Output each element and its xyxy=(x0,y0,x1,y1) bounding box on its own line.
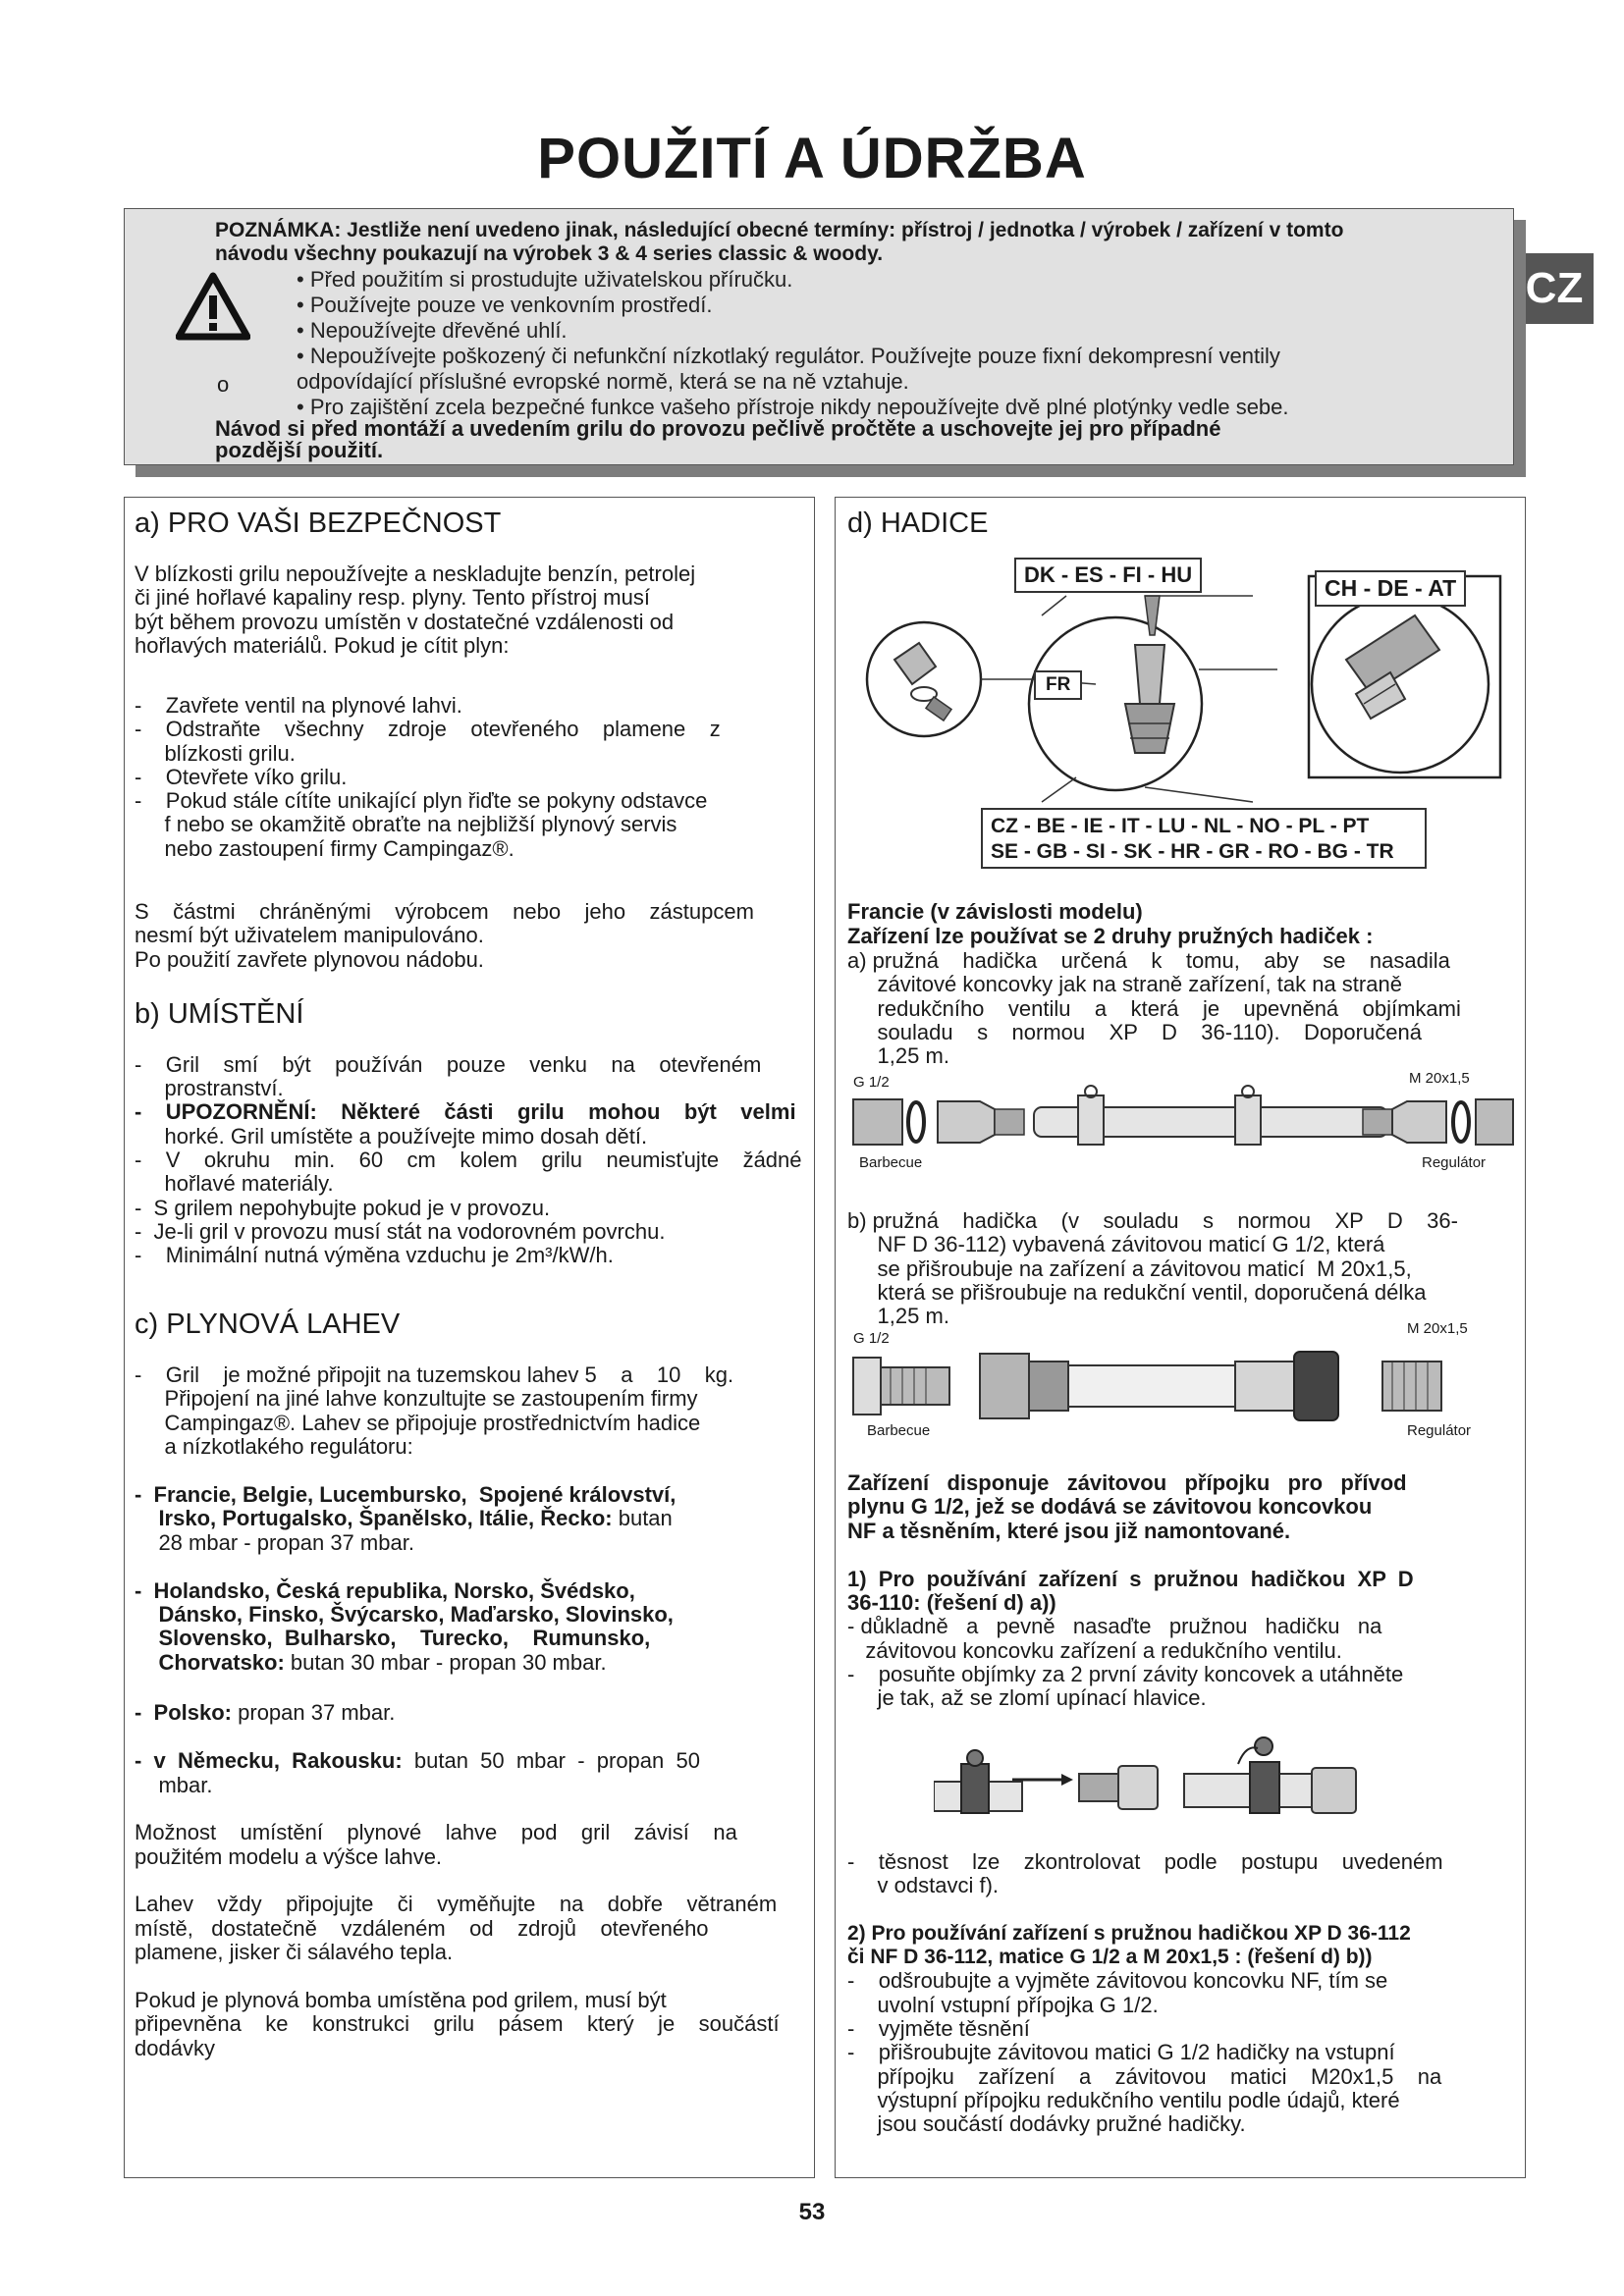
subsection-2-item: výstupní přípojku redukčního ventilu podle údajů, které xyxy=(847,2088,1400,2112)
hose-type-b: která se přišroubuje na redukční ventil, doporučená délka xyxy=(847,1280,1427,1305)
language-badge: CZ xyxy=(1515,253,1594,324)
country-list-bold: - Holandsko, Česká republika, Norsko, Švédsko, xyxy=(135,1578,635,1603)
subheading-1: 36-110: (řešení d) a)) xyxy=(847,1590,1056,1615)
subsection-1-item: je tak, až se zlomí upínací hlavice. xyxy=(847,1685,1207,1710)
hose-type-b: NF D 36-112) vybavená závitovou maticí G 1/2, která xyxy=(847,1232,1385,1256)
g12-label: G 1/2 xyxy=(853,1330,890,1347)
subsection-2-item: jsou součástí dodávky pružné hadičky. xyxy=(847,2111,1246,2136)
clamp-tightening-illustration xyxy=(934,1725,1366,1833)
hose-type-b-figure xyxy=(847,1320,1515,1444)
subsection-2-item: - odšroubujte a vyjměte závitovou koncovku NF, tím se xyxy=(847,1968,1388,1993)
country-list-bold: - v Německu, Rakousku: xyxy=(135,1748,403,1773)
note-bold-line: POZNÁMKA: Jestliže není uvedeno jinak, následující obecné termíny: přístroj / jednotka / výrobek / zařízení v tomto xyxy=(215,219,1344,241)
left-column-panel xyxy=(124,497,815,2178)
connection-info: NF a těsněním, které jsou již namontované. xyxy=(847,1519,1291,1543)
subsection-2-item: uvolní vstupní přípojka G 1/2. xyxy=(847,1993,1159,2017)
connection-info: plynu G 1/2, jež se dodává se závitovou koncovkou xyxy=(847,1494,1373,1519)
subsection-1-item: - posuňte objímky za 2 první závity koncovek a utáhněte xyxy=(847,1662,1404,1686)
section-a-list-item: - Zavřete ventil na plynové lahvi. xyxy=(135,693,462,718)
section-c-paragraph-3: Lahev vždy připojujte či vyměňujte na dobře větraném xyxy=(135,1892,778,1916)
section-a-list-item: nebo zastoupení firmy Campingaz®. xyxy=(135,836,514,861)
section-a-paragraph-2: S částmi chráněnými výrobcem nebo jeho zástupcem xyxy=(135,899,754,924)
section-b-list-item: hořlavé materiály. xyxy=(135,1171,334,1196)
section-a-heading: a) PRO VAŠI BEZPEČNOST xyxy=(135,507,502,539)
section-a-list-item: - Pokud stále cítíte unikající plyn řiďte se pokyny odstavce xyxy=(135,788,708,813)
section-d-heading: d) HADICE xyxy=(847,507,989,539)
leak-check-note: v odstavci f). xyxy=(847,1873,1000,1897)
section-a-list-item: f nebo se okamžitě obraťte na nejbližší plynový servis xyxy=(135,812,677,836)
section-b-list-item: - Minimální nutná výměna vzduchu je 2m³/kW/h. xyxy=(135,1243,614,1267)
note-bullet: • Používejte pouze ve venkovním prostředí. xyxy=(297,293,713,317)
section-b-list-item: prostranství. xyxy=(135,1076,284,1100)
hose-type-a: souladu s normou XP D 36-110). Doporučená xyxy=(847,1020,1422,1044)
note-bullet: • Pro zajištění zcela bezpečné funkce vašeho přístroje nikdy nepoužívejte dvě plné plotýnky vedle sebe. xyxy=(297,395,1289,419)
hose-connectors-figure xyxy=(865,557,1508,881)
subsection-2-item: přípojku zařízení a závitovou matici M20x1,5 na xyxy=(847,2064,1442,2089)
country-group-cz-line: CZ - BE - IE - IT - LU - NL - NO - PL - PT xyxy=(991,815,1370,837)
section-a-paragraph: hořlavých materiálů. Pokud je cítit plyn: xyxy=(135,633,510,658)
section-b-list-item: - V okruhu min. 60 cm kolem grilu neumisťujte žádné xyxy=(135,1148,802,1172)
note-closing: pozdější použití. xyxy=(215,438,384,462)
country-group-ch: CH - DE - AT xyxy=(1315,570,1466,607)
hose-type-b: se přišroubuje na zařízení a závitovou maticí M 20x1,5, xyxy=(847,1256,1412,1281)
section-a-paragraph-2: nesmí být uživatelem manipulováno. xyxy=(135,923,484,947)
hose-type-b: b) pružná hadička (v souladu s normou XP D 36- xyxy=(847,1208,1458,1233)
section-c-paragraph: Campingaz®. Lahev se připojuje prostřednictvím hadice xyxy=(135,1411,701,1435)
country-list-pressure: 28 mbar - propan 37 mbar. xyxy=(135,1530,414,1555)
barbecue-label: Barbecue xyxy=(867,1422,931,1439)
country-list-pressure: propan 37 mbar. xyxy=(232,1700,396,1725)
section-b-list-item: - UPOZORNĚNÍ: Některé části grilu mohou být velmi xyxy=(135,1099,796,1124)
connection-info: Zařízení disponuje závitovou přípojku pro přívod xyxy=(847,1470,1407,1495)
country-list-bold: - Francie, Belgie, Lucembursko, Spojené království, xyxy=(135,1482,677,1507)
section-a-paragraph-2: Po použití zavřete plynovou nádobu. xyxy=(135,947,484,972)
m20-label: M 20x1,5 xyxy=(1407,1320,1468,1337)
country-list-bold: Irsko, Portugalsko, Španělsko, Itálie, Řecko: xyxy=(135,1506,613,1530)
section-b-list-item: - Gril smí být používán pouze venku na otevřeném xyxy=(135,1052,762,1077)
regulator-label: Regulátor xyxy=(1407,1422,1472,1439)
hose-type-a: a) pružná hadička určená k tomu, aby se nasadila xyxy=(847,948,1450,973)
country-list-pressure: butan 30 mbar - propan 30 mbar. xyxy=(284,1650,607,1675)
page-title: POUŽITÍ A ÚDRŽBA xyxy=(537,127,1087,190)
country-list-pressure: mbar. xyxy=(135,1773,213,1797)
section-c-paragraph-3: místě, dostatečně vzdáleném od zdrojů otevřeného xyxy=(135,1916,709,1941)
country-list-bold: Chorvatsko: xyxy=(135,1650,285,1675)
page-number: 53 xyxy=(798,2199,826,2225)
hose-type-a: závitové koncovky jak na straně zařízení, tak na straně xyxy=(847,972,1402,996)
ch-connector-icon xyxy=(1346,615,1439,719)
section-b-heading: b) UMÍSTĚNÍ xyxy=(135,998,304,1030)
country-list-pressure: butan xyxy=(612,1506,673,1530)
section-c-paragraph-4: připevněna ke konstrukci grilu pásem který je součástí xyxy=(135,2011,780,2036)
warning-triangle-icon xyxy=(176,272,250,341)
note-bold-line: návodu všechny poukazují na výrobek 3 & 4 series classic & woody. xyxy=(215,242,884,265)
country-list-bold: Dánsko, Finsko, Švýcarsko, Maďarsko, Slovinsko, xyxy=(135,1602,674,1627)
section-b-list-item: horké. Gril umístěte a používejte mimo dosah dětí. xyxy=(135,1124,648,1148)
hose-type-a-illustration xyxy=(847,1070,1515,1178)
regulator-label: Regulátor xyxy=(1422,1154,1487,1171)
section-a-paragraph: V blízkosti grilu nepoužívejte a neskladujte benzín, petrolej xyxy=(135,561,696,586)
country-list-pressure: butan 50 mbar - propan 50 xyxy=(402,1748,700,1773)
country-list-bold: - Polsko: xyxy=(135,1700,233,1725)
section-a-paragraph: či jiné hořlavé kapaliny resp. plyny. Tento přístroj musí xyxy=(135,585,650,610)
note-bullet: • Nepoužívejte poškozený či nefunkční nízkotlaký regulátor. Používejte pouze fixní dekompresní ventily xyxy=(297,344,1280,368)
section-c-paragraph-4: dodávky xyxy=(135,2036,215,2060)
subsection-2-item: - vyjměte těsnění xyxy=(847,2016,1030,2041)
section-c-paragraph: a nízkotlakého regulátoru: xyxy=(135,1434,413,1459)
section-a-list-item: blízkosti grilu. xyxy=(135,741,296,766)
g12-label: G 1/2 xyxy=(853,1074,890,1091)
section-a-list-item: - Odstraňte všechny zdroje otevřeného plamene z xyxy=(135,717,721,741)
country-group-dk: DK - ES - FI - HU xyxy=(1014,558,1202,593)
note-bullet: • Nepoužívejte dřevěné uhlí. xyxy=(297,318,568,343)
subheading-2: 2) Pro používání zařízení s pružnou hadičkou XP D 36-112 xyxy=(847,1922,1411,1945)
hose-type-b: 1,25 m. xyxy=(847,1304,949,1328)
barbecue-label: Barbecue xyxy=(859,1154,923,1171)
france-heading: Zařízení lze používat se 2 druhy pružných hadiček : xyxy=(847,924,1374,948)
section-b-list-item: - S grilem nepohybujte pokud je v provozu. xyxy=(135,1196,551,1220)
m20-label: M 20x1,5 xyxy=(1409,1070,1470,1087)
country-group-cz xyxy=(981,808,1427,869)
subsection-1-item: závitovou koncovku zařízení a redukčního ventilu. xyxy=(847,1638,1342,1663)
right-column-panel xyxy=(835,497,1526,2178)
section-c-paragraph-3: plamene, jisker či sálavého tepla. xyxy=(135,1940,454,1964)
subsection-1-item: - důkladně a pevně nasaďte pružnou hadičku na xyxy=(847,1614,1382,1638)
country-list-bold: Slovensko, Bulharsko, Turecko, Rumunsko, xyxy=(135,1626,651,1650)
section-c-paragraph: Připojení na jiné lahve konzultujte se zastoupením firmy xyxy=(135,1386,698,1411)
hose-type-a: redukčního ventilu a která je upevněná objímkami xyxy=(847,996,1461,1021)
section-c-heading: c) PLYNOVÁ LAHEV xyxy=(135,1308,401,1340)
subheading-2: či NF D 36-112, matice G 1/2 a M 20x1,5 : (řešení d) b)) xyxy=(847,1946,1373,1968)
section-a-paragraph: být během provozu umístěn v dostatečné vzdálenosti od xyxy=(135,610,675,634)
section-b-list-item: - Je-li gril v provozu musí stát na vodorovném povrchu. xyxy=(135,1219,666,1244)
note-box xyxy=(124,208,1514,465)
section-c-paragraph: - Gril je možné připojit na tuzemskou lahev 5 a 10 kg. xyxy=(135,1362,734,1387)
hose-type-a-figure xyxy=(847,1070,1515,1178)
hose-type-a: 1,25 m. xyxy=(847,1043,949,1068)
section-a-list-item: - Otevřete víko grilu. xyxy=(135,765,348,789)
note-bullet: • Před použitím si prostudujte uživatelskou příručku. xyxy=(297,267,793,292)
subsection-2-item: - přišroubujte závitovou matici G 1/2 hadičky na vstupní xyxy=(847,2040,1395,2064)
note-bullet: odpovídající příslušné evropské normě, která se na ně vztahuje. xyxy=(297,369,909,394)
section-c-paragraph-4: Pokud je plynová bomba umístěna pod grilem, musí být xyxy=(135,1988,667,2012)
france-heading: Francie (v závislosti modelu) xyxy=(847,899,1143,924)
country-group-cz-line: SE - GB - SI - SK - HR - GR - RO - BG - TR xyxy=(991,840,1394,863)
leak-check-note: - těsnost lze zkontrolovat podle postupu uvedeném xyxy=(847,1849,1443,1874)
subheading-1: 1) Pro používání zařízení s pružnou hadičkou XP D xyxy=(847,1567,1414,1591)
connector-nut-icon xyxy=(894,643,951,721)
section-c-paragraph-2: Možnost umístění plynové lahve pod gril závisí na xyxy=(135,1820,737,1844)
section-c-paragraph-2: použitém modelu a výšce lahve. xyxy=(135,1844,443,1869)
note-o-mark: o xyxy=(217,372,230,397)
note-closing: Návod si před montáží a uvedením grilu do provozu pečlivě pročtěte a uschovejte jej pro případné xyxy=(215,416,1221,441)
country-group-fr: FR xyxy=(1034,670,1082,700)
